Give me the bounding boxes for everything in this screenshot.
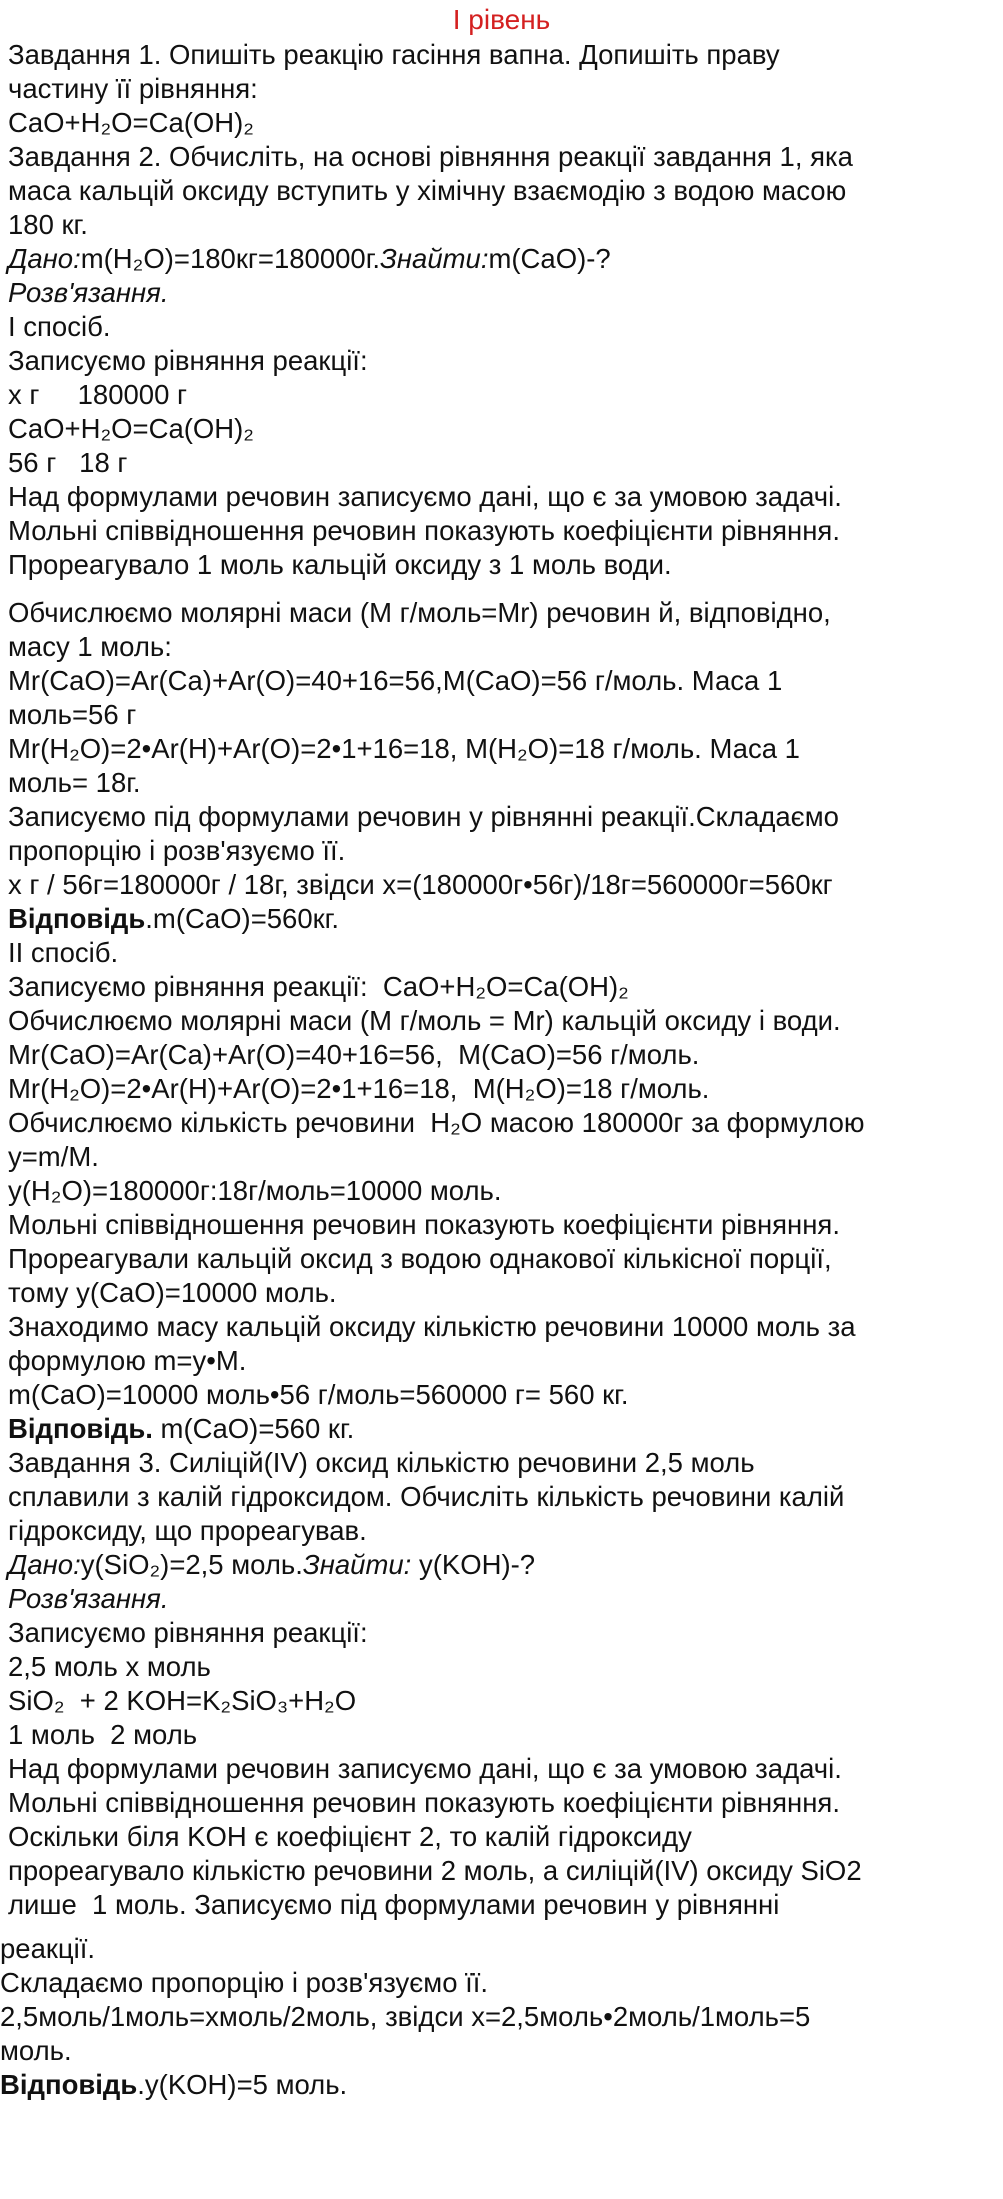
solution-text: Обчислюємо молярні маси (M г/моль = Mr) кальцій оксиду і води.: [8, 1005, 841, 1036]
proportion-line: x г / 56г=180000г / 18г, звідси х=(180000г•56г)/18г=560000г=560кг: [8, 869, 833, 900]
find-value: m(CaO)-?: [488, 243, 611, 274]
equation-top-labels: x г 180000 г: [8, 379, 188, 410]
molar-mass-line: моль= 18г.: [8, 767, 141, 798]
solution-text: тому y(CaO)=10000 моль.: [8, 1277, 337, 1308]
task-1-text: частину її рівняння:: [8, 73, 258, 104]
equation: CaO+H₂O=Ca(OH)₂: [8, 413, 254, 444]
solution-text: Обчислюємо кількість речовини H₂O масою 180000г за формулою: [8, 1107, 865, 1138]
given-line: [8, 1548, 989, 1582]
find-label: Знайти:: [302, 1549, 412, 1580]
solution-text: Записуємо рівняння реакції:: [8, 1617, 368, 1648]
given-label: Дано:: [8, 1549, 81, 1580]
solution-text: Складаємо пропорцію і розв'язуємо її.: [0, 1967, 489, 1998]
solution-label: Розв'язання.: [8, 277, 169, 308]
solution-label: Розв'язання.: [8, 1583, 169, 1614]
solution-text: реакції.: [0, 1933, 96, 1964]
calculation-line: y(H₂O)=180000г:18г/моль=10000 моль.: [8, 1175, 502, 1206]
given-label: Дано:: [8, 243, 81, 274]
molar-mass-line: Mr(CaO)=Ar(Ca)+Ar(O)=40+16=56,M(CaO)=56 г/моль. Маса 1: [8, 665, 783, 696]
solution-text: Записуємо рівняння реакції:: [8, 345, 368, 376]
equation-bottom-labels: 56 г 18 г: [8, 447, 128, 478]
solution-text: пропорцію і розв'язуємо її.: [8, 835, 346, 866]
formula-line: формулою m=y•M.: [8, 1345, 247, 1376]
task-1-text: Завдання 1. Опишіть реакцію гасіння вапна. Допишіть праву: [8, 39, 780, 70]
solution-text: Оскільки біля KOH є коефіцієнт 2, то калій гідроксиду: [8, 1821, 692, 1852]
solution-text: Записуємо рівняння реакції: CaO+H₂O=Ca(OH)₂: [8, 971, 629, 1002]
solution-text: прореагувало кількістю речовини 2 моль, а силіцій(IV) оксиду SiO2: [8, 1855, 862, 1886]
molar-mass-line: Mr(H₂O)=2•Ar(H)+Ar(O)=2•1+16=18, M(H₂O)=18 г/моль. Маса 1: [8, 733, 800, 764]
equation: SiO₂ + 2 KOH=K₂SiO₃+H₂O: [8, 1685, 357, 1716]
given-value: y(SiO₂)=2,5 моль.: [80, 1549, 303, 1580]
answer-value: m(CaO)=560 кг.: [152, 1413, 355, 1444]
task-2-text: 180 кг.: [8, 209, 88, 240]
molar-mass-line: моль=56 г: [8, 699, 137, 730]
answer-label: Відповідь.: [8, 1413, 153, 1444]
solution-text: масу 1 моль:: [8, 631, 172, 662]
method-1-heading: І спосіб.: [8, 311, 111, 342]
solution-text: лише 1 моль. Записуємо під формулами речовин у рівнянні: [8, 1889, 780, 1920]
find-value: y(KOH)-?: [411, 1549, 536, 1580]
task-3-text: сплавили з калій гідроксидом. Обчисліть кількість речовини калій: [8, 1481, 845, 1512]
solution-text: Над формулами речовин записуємо дані, що є за умовою задачі.: [8, 481, 842, 512]
find-label: Знайти:: [380, 243, 489, 274]
proportion-line: 2,5моль/1моль=хмоль/2моль, звідси х=2,5моль•2моль/1моль=5: [0, 2001, 811, 2032]
calculation-line: m(CaO)=10000 моль•56 г/моль=560000 г= 560 кг.: [8, 1379, 629, 1410]
formula-line: y=m/M.: [8, 1141, 99, 1172]
solution-text: Прореагувало 1 моль кальцій оксиду з 1 моль води.: [8, 549, 672, 580]
answer-value: .m(CaO)=560кг.: [145, 903, 339, 934]
task-2-text: маса кальцій оксиду вступить у хімічну взаємодію з водою масою: [8, 175, 847, 206]
solution-text: Мольні співвідношення речовин показують коефіцієнти рівняння.: [8, 1209, 840, 1240]
molar-mass-line: Mr(CaO)=Ar(Ca)+Ar(O)=40+16=56, M(CaO)=56 г/моль.: [8, 1039, 700, 1070]
answer-line: [8, 902, 989, 936]
equation: CaO+H₂O=Ca(OH)₂: [8, 107, 254, 138]
solution-text: Знаходимо масу кальцій оксиду кількістю речовини 10000 моль за: [8, 1311, 856, 1342]
solution-text: Записуємо під формулами речовин у рівнянні реакції.Складаємо: [8, 801, 839, 832]
solution-text: Прореагували кальцій оксид з водою однакової кількісної порції,: [8, 1243, 832, 1274]
solution-text: Над формулами речовин записуємо дані, що є за умовою задачі.: [8, 1753, 842, 1784]
proportion-line: моль.: [0, 2035, 72, 2066]
given-value: m(H₂O)=180кг=180000г.: [80, 243, 381, 274]
task-3-text: Завдання 3. Силіцій(IV) оксид кількістю речовини 2,5 моль: [8, 1447, 755, 1478]
molar-mass-line: Mr(H₂O)=2•Ar(H)+Ar(O)=2•1+16=18, M(H₂O)=18 г/моль.: [8, 1073, 710, 1104]
task-3-text: гідроксиду, що прореагував.: [8, 1515, 367, 1546]
answer-value: .y(KOH)=5 моль.: [137, 2069, 348, 2100]
method-2-heading: ІІ спосіб.: [8, 937, 119, 968]
task-2-text: Завдання 2. Обчисліть, на основі рівняння реакції завдання 1, яка: [8, 141, 853, 172]
solution-text: Мольні співвідношення речовин показують коефіцієнти рівняння.: [8, 1787, 840, 1818]
answer-label: Відповідь: [8, 903, 146, 934]
document-body: [0, 38, 1003, 2102]
page-title: І рівень: [452, 4, 551, 35]
answer-label: Відповідь: [0, 2069, 138, 2100]
answer-line: [0, 2068, 989, 2102]
equation-top-labels: 2,5 моль х моль: [8, 1651, 211, 1682]
solution-text: Мольні співвідношення речовин показують коефіцієнти рівняння.: [8, 515, 840, 546]
answer-line: [8, 1412, 989, 1446]
given-line: [8, 242, 989, 276]
equation-bottom-labels: 1 моль 2 моль: [8, 1719, 198, 1750]
solution-text: Обчислюємо молярні маси (М г/моль=Mr) речовин й, відповідно,: [8, 597, 831, 628]
